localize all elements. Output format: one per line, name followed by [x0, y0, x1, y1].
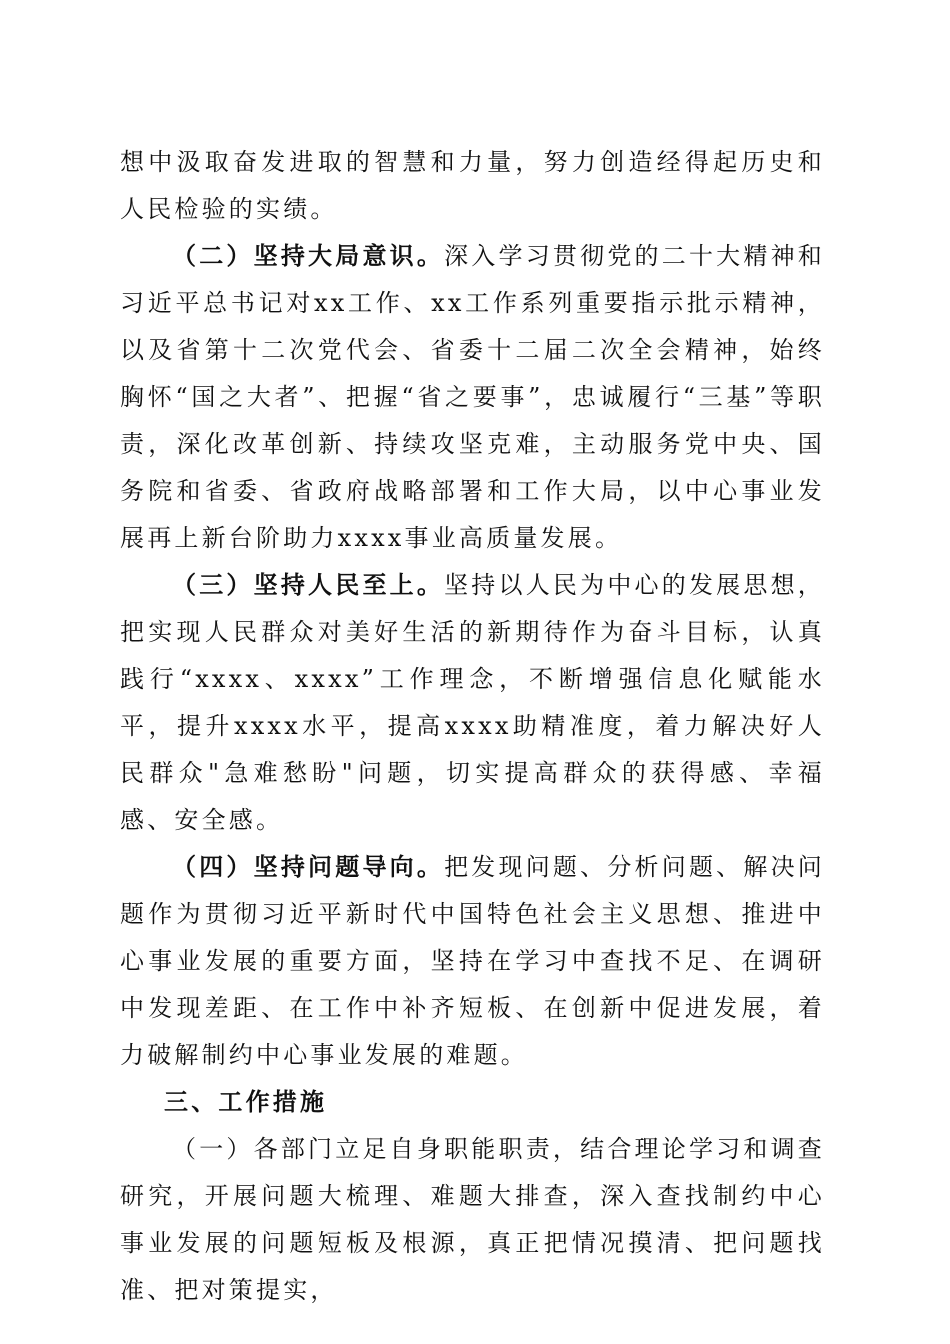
document-body [120, 139, 825, 1314]
paragraph-lead-title: （四）坚持问题导向。 [172, 853, 445, 881]
paragraph-text: 想中汲取奋发进取的智慧和力量，努力创造经得起历史和人民检验的实绩。 [120, 148, 825, 223]
paragraph-people-first [120, 562, 825, 844]
paragraph-continuation [120, 139, 825, 233]
paragraph-lead-title: （三）坚持人民至上。 [172, 571, 445, 599]
paragraph-text: 把发现问题、分析问题、解决问题作为贯彻习近平新时代中国特色社会主义思想、推进中心事业发展的重要方面，坚持在学习中查找不足、在调研中发现差距、在工作中补齐短板、在创新中促进发展，着力破解制约中心事业发展的难题。 [120, 853, 825, 1069]
section-heading-work-measures: 三、工作措施 [164, 1088, 328, 1116]
paragraph-text: （一）各部门立足自身职能职责，结合理论学习和调查研究，开展问题大梳理、难题大排查，深入查找制约中心事业发展的问题短板及根源，真正把情况摸清、把问题找准、把对策提实， [120, 1135, 825, 1304]
paragraph-text: 深入学习贯彻党的二十大精神和习近平总书记对xx工作、xx工作系列重要指示批示精神，以及省第十二次党代会、省委十二届二次全会精神，始终胸怀“国之大者”、把握“省之要事”，忠诚履行“三基”等职责，深化改革创新、持续攻坚克难，主动服务党中央、国务院和省委、省政府战略部署和工作大局，以中心事业发展再上新台阶助力xxxx事业高质量发展。 [120, 242, 825, 552]
paragraph-text: 坚持以人民为中心的发展思想，把实现人民群众对美好生活的新期待作为奋斗目标，认真践行“xxxx、xxxx”工作理念，不断增强信息化赋能水平，提升xxxx水平，提高xxxx助精准度，着力解决好人民群众"急难愁盼"问题，切实提高群众的获得感、幸福感、安全感。 [120, 571, 825, 834]
paragraph-problem-orientation [120, 844, 825, 1079]
paragraph-lead-title: （二）坚持大局意识。 [172, 242, 445, 270]
paragraph-measure-one [120, 1126, 825, 1314]
paragraph-overall-awareness [120, 233, 825, 562]
